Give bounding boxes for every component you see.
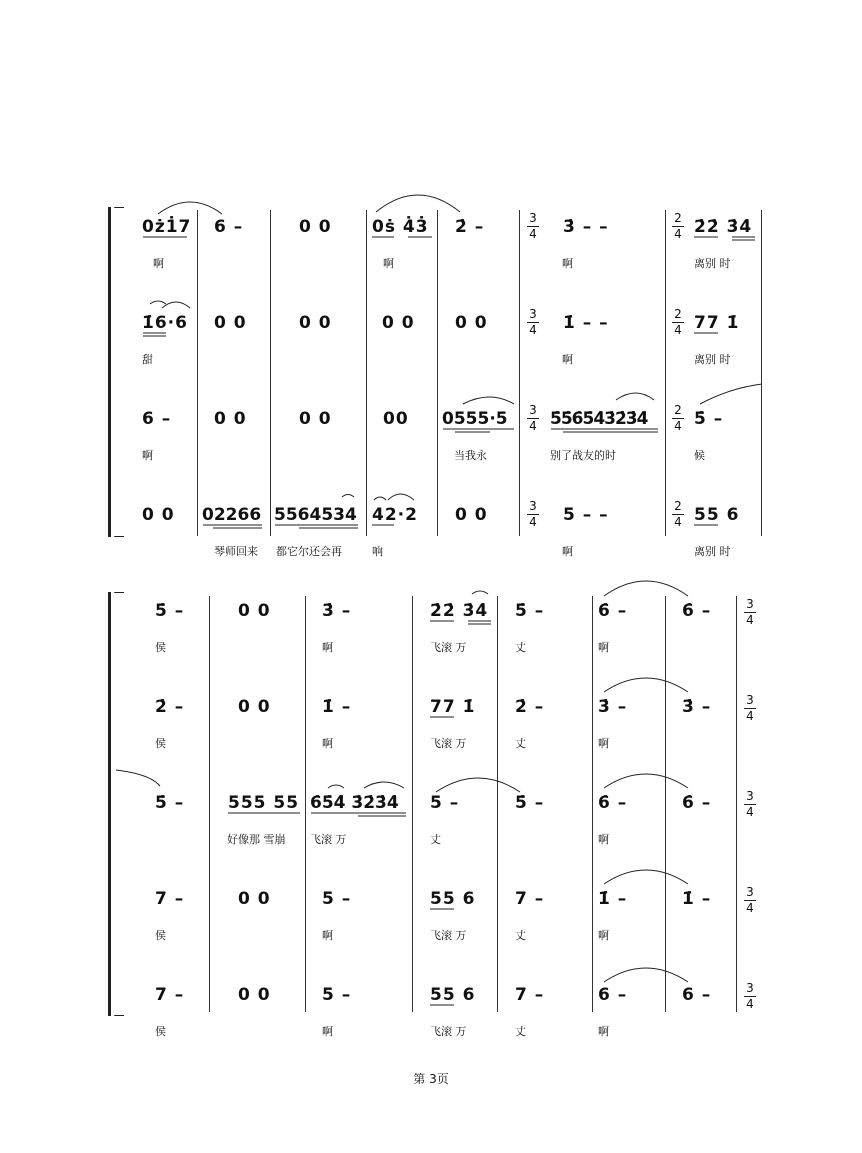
note-group: 1̇6·6 [142,313,188,333]
time-signature: 3 4 [527,500,539,529]
note-group: 0ṡ 4̇3̇ [372,217,429,237]
system-brace [108,207,111,537]
time-signature: 2 4 [672,404,684,433]
note-group: 55 6 [694,505,740,525]
lyric: 飞滚 万 [310,833,347,846]
lyric: 啊 [562,257,573,270]
note-group: 6 – [682,985,712,1005]
note-group: 00 [383,409,409,429]
slur-arc [162,302,190,308]
time-signature: 3 4 [744,886,756,915]
note-group: 0 0 [238,985,271,1005]
note-group: 5̇ – [155,601,185,621]
barline [197,210,198,536]
slur-arc [158,202,222,214]
note-group: 6̇ – [598,793,628,813]
time-signature: 3 4 [744,982,756,1011]
note-group: 0 0 [238,601,271,621]
slur-arc [700,384,762,404]
barline [592,596,593,1012]
time-signature: 3 4 [527,212,539,241]
barline [519,210,520,536]
note-group: 1̇ – [682,889,712,909]
barline [270,210,271,536]
note-group: 0 0 [214,313,247,333]
slur-arc [328,785,344,788]
lyric: 啊 [598,737,609,750]
note-group: 6̇ – [682,793,712,813]
time-signature: 2 4 [672,212,684,241]
note-group: 6 – [214,217,244,237]
lyric: 啊 [322,641,333,654]
note-group: 6 – [142,409,172,429]
note-group: 5564534 [274,505,357,525]
note-group: 42·2 [372,505,418,525]
note-group: 3̇ – [598,697,628,717]
note-group: 5̇ – [155,793,185,813]
lyric: 候 [694,449,705,462]
note-group: 0 0 [455,505,488,525]
note-group: 55 6 [430,889,476,909]
lyric: 啊 [562,353,573,366]
slur-arc [376,195,460,212]
barline [761,210,762,536]
lyric: 啊 [153,257,164,270]
lyric: 别了战友的时 [550,449,616,462]
note-group: 6̇5̇4̇ 3̇2̇3̇4̇ [310,793,399,813]
note-group: 77 1̇ [694,313,740,333]
lyric: 啊 [322,1025,333,1038]
barline [305,596,306,1012]
note-group: 555 55 [228,793,300,813]
note-group: 1̇ – [598,889,628,909]
note-group: 1̇ – – [563,313,609,333]
note-group: 6̇ – [682,601,712,621]
note-group: 0 0 [238,697,271,717]
note-group: 0 0 [238,889,271,909]
note-group: 7 – [515,985,545,1005]
time-signature: 3 4 [744,790,756,819]
lyric: 侯 [155,1025,166,1038]
lyric: 离别 时 [694,545,731,558]
note-group: 0 0 [382,313,415,333]
barline [412,596,413,1012]
lyric: 飞滚 万 [430,1025,467,1038]
slur-arc [604,968,688,982]
lyric: 丈 [430,833,441,846]
barline [366,210,367,536]
lyric: 啊 [598,641,609,654]
note-group: 5 – [322,985,352,1005]
slur-arc [616,393,654,400]
lyric: 好像那 雪崩 [227,833,286,846]
slur-arc [364,782,404,788]
note-group: 2̇2̇ 3̇4̇ [430,601,489,621]
lyric: 啊 [142,449,153,462]
note-group: 5 – [430,793,460,813]
note-group: 5̇ – [515,793,545,813]
lyric: 当我永 [454,449,487,462]
lyric: 啊 [598,1025,609,1038]
lyric: 丈 [515,929,526,942]
note-group: 0 0 [299,313,332,333]
note-group: 6̇ – [598,601,628,621]
lyric: 侯 [155,929,166,942]
note-group: 55 6 [430,985,476,1005]
note-group: 77 1̇ [430,697,476,717]
slur-arc [463,397,514,404]
lyric: 甜 [142,353,153,366]
lyric: 飞滚 万 [430,929,467,942]
slur-arc [472,591,488,594]
barline [437,210,438,536]
note-group: 3̇ – – [563,217,609,237]
lyric: 都它尔还会再 [276,545,342,558]
note-group: 0 0 [455,313,488,333]
lyric: 飞滚 万 [430,737,467,750]
note-group: 5 – [322,889,352,909]
note-group: 3̇ – [322,601,352,621]
note-group: 0 0 [142,505,175,525]
note-group: 5̇ – [515,601,545,621]
note-group: 2̇ – [515,697,545,717]
lyric: 啊 [562,545,573,558]
lyric: 啊 [383,257,394,270]
note-group: 0 0 [299,409,332,429]
lyric: 啊 [322,929,333,942]
slur-arc [604,581,688,596]
time-signature: 3 4 [744,598,756,627]
slur-arc [150,301,166,304]
slur-arc [374,497,386,500]
lyric: 啊 [322,737,333,750]
page-number: 第 3页 [413,1072,449,1086]
note-group: 7 – [155,889,185,909]
note-group: 0 0 [214,409,247,429]
lyric: 响 [372,545,383,558]
time-signature: 3 4 [527,404,539,433]
lyric: 离别 时 [694,257,731,270]
note-group: 5 – – [563,505,609,525]
note-group: 2̇ – [455,217,485,237]
lyric: 侯 [155,641,166,654]
note-group: 7 – [515,889,545,909]
slur-arc [116,770,160,786]
barline [665,210,666,536]
note-group: 2̇ – [155,697,185,717]
lyric: 琴师回来 [214,545,258,558]
note-group: 0ż1̇7 [142,217,192,237]
slur-arc [342,495,354,498]
note-group: 1̇ – [322,697,352,717]
note-group: 0 0 [299,217,332,237]
note-group: 3̇ – [682,697,712,717]
system-brace [108,592,111,1016]
note-group: 7 – [155,985,185,1005]
slur-arc [388,494,414,500]
time-signature: 2 4 [672,500,684,529]
note-group: 02266 [202,505,262,525]
lyric: 飞滚 万 [430,641,467,654]
time-signature: 2 4 [672,308,684,337]
lyric: 丈 [515,1025,526,1038]
slur-arc [436,778,520,792]
lyric: 丈 [515,737,526,750]
time-signature: 3 4 [744,694,756,723]
note-group: 2̇2̇ 3̇4̇ [694,217,753,237]
lyric: 侯 [155,737,166,750]
note-group: 5̇ – [694,409,724,429]
barline [497,596,498,1012]
note-group: 0555·5 [442,409,508,429]
note-group: 5̇5̇6̇5̇4̇3̇2̇3̇4̇ [550,409,648,429]
barline [736,596,737,1012]
note-group: 6 – [598,985,628,1005]
lyric: 啊 [598,929,609,942]
lyric: 丈 [515,641,526,654]
lyric: 离别 时 [694,353,731,366]
slur-arc [604,870,688,884]
slur-arc [604,774,688,788]
time-signature: 3 4 [527,308,539,337]
lyric: 啊 [598,833,609,846]
barline [209,596,210,1012]
slur-arc [604,678,688,692]
barline [665,596,666,1012]
